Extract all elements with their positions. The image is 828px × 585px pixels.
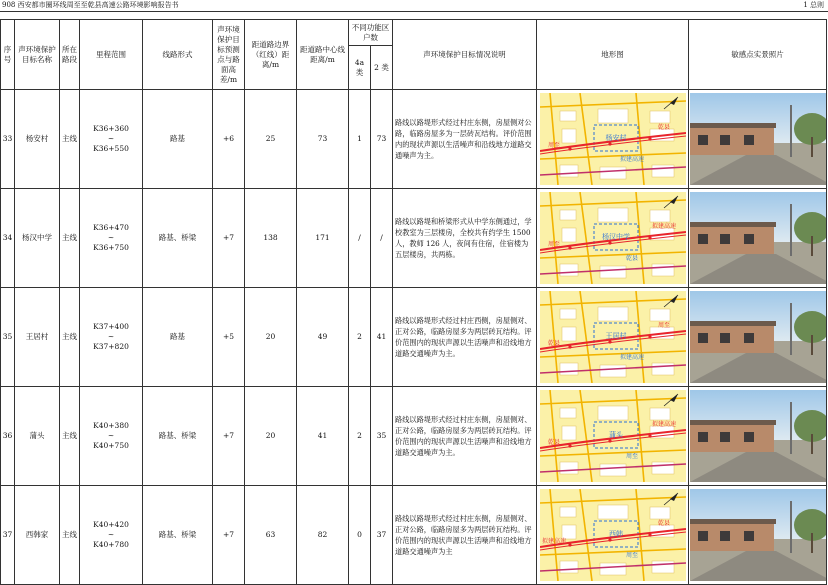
cell-dist-edge: 25 — [245, 90, 297, 189]
cell-form: 路基、桥梁 — [143, 486, 213, 585]
site-photo — [690, 489, 827, 581]
cell-zone-4a: 2 — [349, 387, 371, 486]
map-label-2: 周至 — [547, 241, 560, 248]
cell-mileage — [80, 288, 143, 387]
cell-zone-4a: 1 — [349, 90, 371, 189]
table-row — [1, 387, 827, 486]
col-dist-edge: 距道路边界（红线）距离/m — [245, 20, 297, 90]
mileage-start: K37+400 — [93, 322, 129, 331]
cell-height: +7 — [213, 189, 245, 288]
map-label-1: 周至 — [657, 322, 670, 329]
cell-zone-2: 37 — [371, 486, 393, 585]
cell-seq: 33 — [1, 90, 15, 189]
col-desc: 声环境保护目标情况说明 — [393, 20, 537, 90]
cell-road: 主线 — [60, 90, 80, 189]
terrain-map — [540, 489, 686, 581]
cell-zone-2: / — [371, 189, 393, 288]
table-row — [1, 288, 827, 387]
cell-seq: 34 — [1, 189, 15, 288]
cell-photo — [689, 90, 827, 189]
cell-mileage — [80, 90, 143, 189]
map-label-village: 西韩 — [608, 530, 623, 538]
header-row-1 — [1, 20, 827, 46]
map-label-1: 拟建高速 — [651, 421, 676, 428]
cell-dist-edge: 20 — [245, 387, 297, 486]
cell-road: 主线 — [60, 288, 80, 387]
map-label-2: 乾县 — [547, 439, 560, 446]
map-label-2: 拟建高速 — [541, 538, 566, 545]
col-photo: 敏感点实景照片 — [689, 20, 827, 90]
cell-road: 主线 — [60, 387, 80, 486]
cell-mileage — [80, 387, 143, 486]
cell-dist-center: 73 — [297, 90, 349, 189]
cell-dist-center: 82 — [297, 486, 349, 585]
col-mileage: 里程范围 — [80, 20, 143, 90]
chapter-label: 1 总则 — [803, 1, 824, 9]
cell-height: +6 — [213, 90, 245, 189]
map-label-3: 拟建高速 — [619, 354, 644, 361]
cell-form: 路基、桥梁 — [143, 189, 213, 288]
terrain-map — [540, 291, 686, 383]
mileage-separator: ~ — [107, 332, 115, 341]
cell-desc: 路线以路堤形式经过村庄东侧，房屋侧对公路，临路房屋多为一层砖瓦结构。评价范围内的现状声源以生活噪声和沿线地方道路交通噪声为主。 — [393, 90, 537, 189]
mileage-end: K36+750 — [93, 243, 129, 252]
cell-form: 路基、桥梁 — [143, 387, 213, 486]
cell-name: 杨安村 — [15, 90, 60, 189]
cell-name: 王居村 — [15, 288, 60, 387]
col-func-zone: 不同功能区户数 — [349, 20, 393, 46]
cell-map — [537, 288, 689, 387]
map-label-village: 杨安村 — [605, 134, 626, 142]
map-label-1: 拟建高速 — [651, 223, 676, 230]
mileage-start: K40+420 — [93, 520, 129, 529]
cell-seq: 37 — [1, 486, 15, 585]
cell-desc: 路线以路堤和桥梁形式从中学东侧通过，学校教室为三层楼房，全校共有约学生 1500 人，教师 126 人，夜间有住宿，住宿楼为五层楼房，共两栋。 — [393, 189, 537, 288]
map-label-3: 周至 — [625, 552, 638, 559]
terrain-map — [540, 390, 686, 482]
cell-photo — [689, 486, 827, 585]
table-row — [1, 486, 827, 585]
cell-zone-2: 73 — [371, 90, 393, 189]
cell-desc: 路线以路堤形式经过村庄东侧，房屋侧对、正对公路，临路房屋多为两层砖瓦结构。评价范围内的现状声源以生活噪声和沿线地方道路交通噪声为主 — [393, 486, 537, 585]
mileage-separator: ~ — [107, 134, 115, 143]
cell-dist-edge: 138 — [245, 189, 297, 288]
cell-dist-center: 41 — [297, 387, 349, 486]
cell-name: 蒲头 — [15, 387, 60, 486]
cell-desc: 路线以路堤形式经过村庄西侧，房屋侧对、正对公路，临路房屋多为两层砖瓦结构。评价范围内的现状声源以生活噪声和沿线地方道路交通噪声为主。 — [393, 288, 537, 387]
mileage-end: K37+820 — [93, 342, 129, 351]
cell-photo — [689, 189, 827, 288]
mileage-start: K40+380 — [93, 421, 129, 430]
map-label-village: 杨汉中学 — [601, 233, 630, 241]
site-photo — [690, 93, 827, 185]
cell-name: 杨汉中学 — [15, 189, 60, 288]
cell-zone-2: 41 — [371, 288, 393, 387]
map-label-3: 周至 — [625, 453, 638, 460]
cell-zone-4a: / — [349, 189, 371, 288]
col-map: 地形图 — [537, 20, 689, 90]
mileage-separator: ~ — [107, 233, 115, 242]
mileage-end: K40+780 — [93, 540, 129, 549]
cell-height: +5 — [213, 288, 245, 387]
col-dist-center: 距道路中心线距离/m — [297, 20, 349, 90]
map-label-village: 蒲头 — [608, 431, 623, 439]
cell-map — [537, 189, 689, 288]
cell-form: 路基 — [143, 90, 213, 189]
cell-height: +7 — [213, 387, 245, 486]
mileage-start: K36+360 — [93, 124, 129, 133]
col-height-diff: 声环境保护目标预测点与路面高差/m — [213, 20, 245, 90]
cell-map — [537, 486, 689, 585]
map-label-1: 乾县 — [657, 124, 670, 131]
cell-desc: 路线以路堤形式经过村庄东侧，房屋侧对、正对公路，临路房屋多为两层砖瓦结构。评价范围内的现状声源以生活噪声和沿线地方道路交通噪声为主。 — [393, 387, 537, 486]
cell-zone-4a: 0 — [349, 486, 371, 585]
cell-road: 主线 — [60, 189, 80, 288]
cell-form: 路基 — [143, 288, 213, 387]
cell-dist-center: 49 — [297, 288, 349, 387]
terrain-map — [540, 192, 686, 284]
map-label-village: 王居村 — [605, 332, 626, 340]
cell-dist-edge: 63 — [245, 486, 297, 585]
site-photo — [690, 192, 827, 284]
table-body — [1, 90, 827, 585]
col-form: 线路形式 — [143, 20, 213, 90]
cell-mileage — [80, 189, 143, 288]
cell-seq: 36 — [1, 387, 15, 486]
map-label-2: 周至 — [547, 142, 560, 149]
col-road: 所在路段 — [60, 20, 80, 90]
map-label-1: 乾县 — [657, 520, 670, 527]
col-name: 声环境保护目标名称 — [15, 20, 60, 90]
cell-photo — [689, 387, 827, 486]
cell-dist-center: 171 — [297, 189, 349, 288]
table-row — [1, 189, 827, 288]
col-zone-2: 2 类 — [371, 46, 393, 90]
cell-dist-edge: 20 — [245, 288, 297, 387]
page-header — [0, 0, 828, 11]
mileage-separator: ~ — [107, 431, 115, 440]
site-photo — [690, 291, 827, 383]
table-row — [1, 90, 827, 189]
cell-mileage — [80, 486, 143, 585]
mileage-separator: ~ — [107, 530, 115, 539]
header-divider — [0, 11, 828, 12]
mileage-end: K36+550 — [93, 144, 129, 153]
col-zone-4a: 4a 类 — [349, 46, 371, 90]
cell-name: 西韩家 — [15, 486, 60, 585]
cell-height: +7 — [213, 486, 245, 585]
sensitive-targets-table — [0, 19, 827, 585]
cell-zone-4a: 2 — [349, 288, 371, 387]
terrain-map — [540, 93, 686, 185]
map-label-3: 拟建高速 — [619, 156, 644, 163]
cell-seq: 35 — [1, 288, 15, 387]
cell-photo — [689, 288, 827, 387]
report-title: 908 西安都市圈环线周至至乾县高速公路环境影响报告书 — [2, 1, 179, 9]
cell-road: 主线 — [60, 486, 80, 585]
map-label-2: 乾县 — [547, 340, 560, 347]
map-label-3: 乾县 — [625, 255, 638, 262]
cell-zone-2: 35 — [371, 387, 393, 486]
cell-map — [537, 90, 689, 189]
mileage-start: K36+470 — [93, 223, 129, 232]
site-photo — [690, 390, 827, 482]
mileage-end: K40+750 — [93, 441, 129, 450]
cell-map — [537, 387, 689, 486]
col-seq: 序号 — [1, 20, 15, 90]
